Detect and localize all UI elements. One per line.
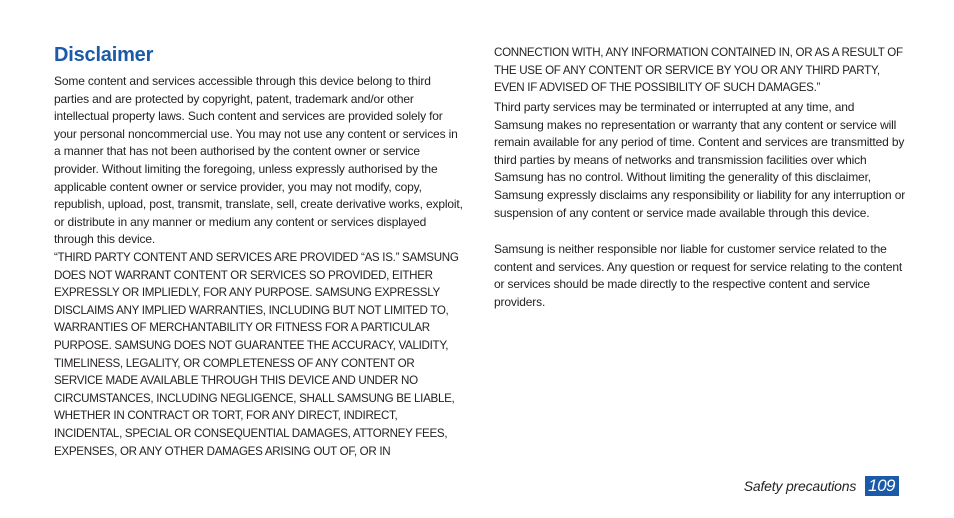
page-title: Disclaimer xyxy=(54,44,154,66)
customer-service-paragraph: Samsung is neither responsible nor liable for customer service related to the content and services. Any question or request for service relating to the content or services should be made directly to the respective content and service providers. xyxy=(494,242,903,309)
service-termination-paragraph: Third party services may be terminated or interrupted at any time, and Samsung makes no representation or warranty that any content or service will remain available for any period of time. Content and services are transmitted by third parties by means of networks and transmission facilities over which Samsung has no control. Without limiting the generality of this disclaimer, Samsung expressly disclaims any responsibility or liability for any interruption or suspension of any content or service made available through this device. xyxy=(494,100,906,220)
page-number-badge: 109 xyxy=(865,476,899,496)
warranty-disclaimer-paragraph: “THIRD PARTY CONTENT AND SERVICES ARE PROVIDED “AS IS.” SAMSUNG DOES NOT WARRANT CONTENT OR SERVICES SO PROVIDED, EITHER EXPRESSLY OR IMPLIEDLY, FOR ANY PURPOSE. SAMSUNG EXPRESSLY DISCLAIMS ANY IMPLIED WARRANTIES, INCLUDING BUT NOT LIMITED TO, WARRANTIES OF MERCHANTABILITY OR FITNESS FOR A PARTICULAR PURPOSE. SAMSUNG DOES NOT GUARANTEE THE ACCURACY, VALIDITY, TIMELINESS, LEGALITY, OR COMPLETENESS OF ANY CONTENT OR SERVICE MADE AVAILABLE THROUGH THIS DEVICE AND UNDER NO CIRCUMSTANCES, INCLUDING NEGLIGENCE, SHALL SAMSUNG BE LIABLE, WHETHER IN CONTRACT OR TORT, FOR ANY DIRECT, INDIRECT, INCIDENTAL, SPECIAL OR CONSEQUENTIAL DAMAGES, ATTORNEY FEES, EXPENSES, OR ANY OTHER DAMAGES ARISING OUT OF, OR IN xyxy=(54,251,459,458)
intro-paragraph: Some content and services accessible through this device belong to third parties and are protected by copyright, patent, trademark and/or other intellectual property laws. Such content and services are provided solely for your personal noncommercial use. You may not use any content or services in a manner that has not been authorised by the content owner or service provider. Without limiting the foregoing, unless expressly authorised by the applicable content owner or service provider, you may not modify, copy, republish, upload, post, transmit, translate, sell, create derivative works, exploit, or distribute in any manner or medium any content or services displayed through this device. xyxy=(54,74,463,247)
footer-section-name: Safety precautions xyxy=(743,478,857,494)
warranty-disclaimer-continuation: CONNECTION WITH, ANY INFORMATION CONTAINED IN, OR AS A RESULT OF THE USE OF ANY CONTENT OR SERVICE BY YOU OR ANY THIRD PARTY, EVEN IF ADVISED OF THE POSSIBILITY OF SUCH DAMAGES.” xyxy=(494,46,903,95)
page-footer xyxy=(744,475,899,497)
